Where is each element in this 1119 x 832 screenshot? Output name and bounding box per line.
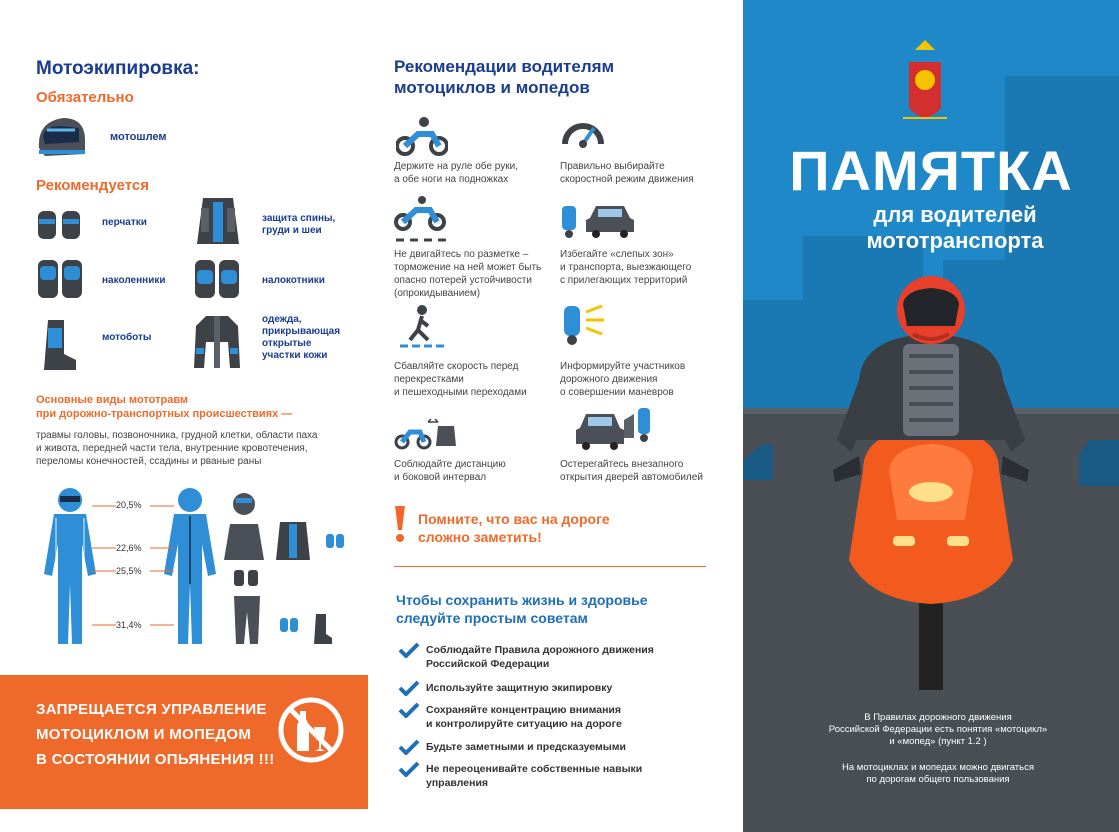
back-protector-label: защита спины, груди и шеи <box>262 213 336 236</box>
tip-6-line-3: о совершении маневров <box>560 387 674 398</box>
tip-4-line-3: с прилегающих территорий <box>560 275 688 286</box>
city-background <box>743 0 1119 832</box>
helmet-icon <box>35 114 87 160</box>
tip-1 <box>394 160 518 186</box>
tip-2-line-2: скоростной режим движения <box>560 174 694 185</box>
tip-2 <box>560 160 694 186</box>
tip-5-line-1: Сбавляйте скорость перед <box>394 361 519 372</box>
signaling-scooter-icon <box>558 302 606 346</box>
gloves-icon <box>35 205 85 245</box>
tip-6-line-1: Информируйте участников <box>560 361 686 372</box>
advice-3-line-2: и контролируйте ситуацию на дороге <box>426 718 622 730</box>
elbow-pads-icon <box>193 256 241 302</box>
advice-1-line-1: Соблюдайте Правила дорожного движения <box>426 644 654 656</box>
knee-pads-icon <box>36 256 84 302</box>
tip-7-line-1: Соблюдайте дистанцию <box>394 459 506 470</box>
check-icon <box>398 739 420 755</box>
check-icon <box>398 702 420 718</box>
advice-3-line-1: Сохраняйте концентрацию внимания <box>426 704 621 716</box>
advice-title-line-2: следуйте простым советам <box>396 610 588 626</box>
tip-6-line-2: дорожного движения <box>560 374 658 385</box>
percent-head: 20,5% <box>116 500 142 510</box>
advice-1-line-2: Российской Федерации <box>426 658 550 670</box>
tip-3-line-2: торможение на ней может быть <box>394 262 542 273</box>
cover-note-line-1: В Правилах дорожного движения <box>864 712 1012 723</box>
moto-hands-icon <box>396 116 448 156</box>
divider <box>394 566 706 567</box>
injuries-title-line-2: при дорожно-транспортных происшествиях — <box>36 408 293 420</box>
tip-3-line-3: опасно потерей устойчивости <box>394 275 532 286</box>
tip-8 <box>560 458 703 484</box>
injuries-text-line-1: травмы головы, позвоночника, грудной клетки, области паха <box>36 430 318 441</box>
cover-note <box>793 712 1083 786</box>
tip-4-line-2: и транспорта, выезжающего <box>560 262 692 273</box>
tip-7-line-2: и боковой интервал <box>394 472 487 483</box>
blind-spot-icon <box>558 200 638 240</box>
advice-5-line-1: Не переоценивайте собственные навыки <box>426 763 643 775</box>
advice-item-4 <box>426 740 626 754</box>
tip-4 <box>560 248 691 287</box>
advice-4-line-1: Будьте заметными и предсказуемыми <box>426 741 626 753</box>
cover-note-line-4: На мотоциклах и мопедах можно двигаться <box>842 762 1034 773</box>
cover-note-line-5: по дорогам общего пользования <box>866 774 1010 785</box>
ban-line-3: В СОСТОЯНИИ ОПЬЯНЕНИЯ !!! <box>36 751 275 768</box>
back-protector-icon <box>193 194 243 250</box>
advice-item-3 <box>426 703 622 731</box>
door-opening-icon <box>574 404 654 452</box>
tip-5 <box>394 360 527 399</box>
elbow-pads-label: налокотники <box>262 275 325 286</box>
exclamation-icon <box>392 504 408 544</box>
tip-1-line-1: Держите на руле обе руки, <box>394 161 518 172</box>
recommendations-title-line-2: мотоциклов и мопедов <box>394 78 590 97</box>
advice-item-2 <box>426 681 612 695</box>
cover-panel <box>743 0 1119 832</box>
cover-note-line-2: Российской Федерации есть понятия «мотоцикл» <box>828 724 1048 735</box>
advice-5-line-2: управления <box>426 777 489 789</box>
gloves-label: перчатки <box>102 217 147 228</box>
tip-3 <box>394 248 541 300</box>
recommendations-title <box>394 56 614 98</box>
moto-marking-icon <box>394 196 446 244</box>
advice-item-5 <box>426 762 642 790</box>
advice-title-line-1: Чтобы сохранить жизнь и здоровье <box>396 592 648 608</box>
advice-item-1 <box>426 643 654 671</box>
percent-torso: 22,6% <box>116 543 142 553</box>
warning-line-2: сложно заметить! <box>418 529 542 545</box>
ban-line-1: ЗАПРЕЩАЕТСЯ УПРАВЛЕНИЕ <box>36 701 267 718</box>
middle-panel <box>372 0 744 832</box>
injuries-text-line-2: и живота, передней части тела, внутренние кровотечения, <box>36 443 308 454</box>
tip-8-line-1: Остерегайтесь внезапного <box>560 459 684 470</box>
ban-line-2: МОТОЦИКЛОМ И МОПЕДОМ <box>36 726 252 743</box>
tip-2-line-1: Правильно выбирайте <box>560 161 665 172</box>
check-icon <box>398 680 420 696</box>
tip-7 <box>394 458 506 484</box>
recommended-heading: Рекомендуется <box>36 177 149 194</box>
tip-5-line-3: и пешеходными переходами <box>394 387 527 398</box>
check-icon <box>398 761 420 777</box>
speedometer-icon <box>560 112 606 150</box>
cover-subtitle <box>805 202 1105 254</box>
equipment-title: Мотоэкипировка: <box>36 58 200 79</box>
knee-pads-label: наколенники <box>102 275 166 286</box>
percent-legs: 31,4% <box>116 620 142 630</box>
helmet-label: мотошлем <box>110 131 167 143</box>
boots-label: мотоботы <box>102 332 152 343</box>
cover-note-line-3: и «мопед» (пункт 1.2 ) <box>889 736 987 747</box>
injuries-title-line-1: Основные виды мототравм <box>36 394 189 406</box>
cover-title: ПАМЯТКА <box>789 139 1073 202</box>
jacket-icon <box>192 312 242 372</box>
injuries-text-line-3: переломы конечностей, ссадины и рваные раны <box>36 456 262 467</box>
drunk-driving-ban <box>0 675 368 809</box>
injuries-text <box>36 429 356 468</box>
left-panel <box>0 0 372 832</box>
injuries-title <box>36 393 292 421</box>
tip-3-line-4: (опрокидыванием) <box>394 288 481 299</box>
percent-abdomen: 25,5% <box>116 566 142 576</box>
distance-icon <box>394 414 458 450</box>
advice-title <box>396 591 648 627</box>
cover-subtitle-line-2: мототранспорта <box>866 228 1044 253</box>
tip-3-line-1: Не двигайтесь по разметке – <box>394 249 529 260</box>
advice-2-line-1: Используйте защитную экипировку <box>426 682 613 694</box>
tip-1-line-2: а обе ноги на подножках <box>394 174 509 185</box>
injury-figures-illustration <box>30 484 350 654</box>
recommendations-title-line-1: Рекомендации водителям <box>394 57 615 76</box>
boots-icon <box>40 318 80 372</box>
tip-6 <box>560 360 685 399</box>
pedestrian-crossing-icon <box>398 304 446 350</box>
warning-line-1: Помните, что вас на дороге <box>418 511 610 527</box>
tip-5-line-2: перекрестками <box>394 374 464 385</box>
tip-8-line-2: открытия дверей автомобилей <box>560 472 703 483</box>
mandatory-heading: Обязательно <box>36 89 134 106</box>
ban-text <box>36 697 275 772</box>
clothes-label: одежда, прикрывающая открытые участки кожи <box>262 314 341 361</box>
tip-4-line-1: Избегайте «слепых зон» <box>560 249 674 260</box>
check-icon <box>398 642 420 658</box>
cover-subtitle-line-1: для водителей <box>873 202 1037 227</box>
warning-text <box>418 510 610 546</box>
no-alcohol-icon <box>276 695 346 765</box>
